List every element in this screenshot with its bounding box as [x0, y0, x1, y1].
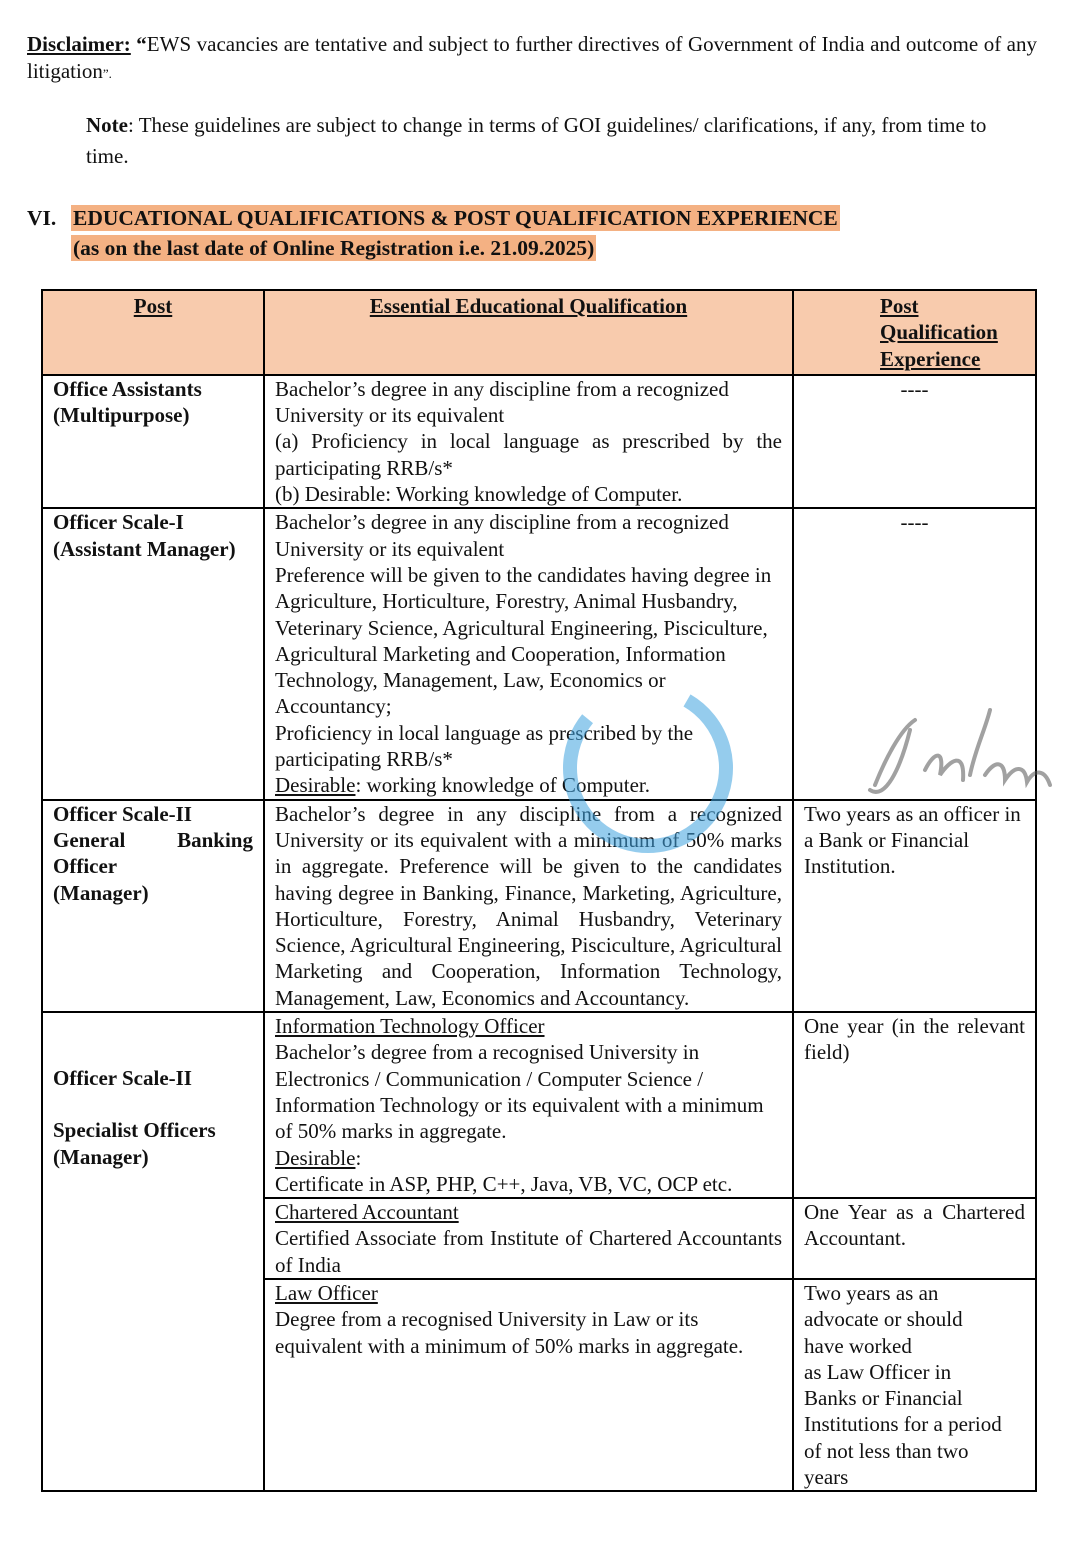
exp-it-officer: One year (in the relevant field): [793, 1012, 1036, 1198]
disclaimer: [27, 31, 1037, 87]
close-quote: ”.: [102, 66, 112, 81]
post-officer-scale-1: Officer Scale-I (Assistant Manager): [42, 508, 264, 799]
table-row: [42, 800, 1036, 1012]
note-text: : These guidelines are subject to change in terms of GOI guidelines/ clarifications, if any, from time to time.: [86, 113, 987, 168]
table-row: [42, 375, 1036, 508]
edu-officer-scale-2-gbo: Bachelor’s degree in any discipline from a recognized University or its equivalent with a minimum of 50% marks in aggregate. Preference will be given to the candidates having degree in Banking, Finance, Marketing, Agriculture, Horticulture, Forestry, Animal Husbandry, Veterinary Science, Agricultural Engineering, Pisciculture, Agricultural Marketing and Cooperation, Information Technology, Management, Law, Economics and Accountancy.: [264, 800, 793, 1012]
exp-chartered-accountant: One Year as a Chartered Accountant.: [793, 1198, 1036, 1279]
exp-office-assistant: ----: [793, 375, 1036, 508]
edu-it-officer: Information Technology Officer Bachelor’s degree from a recognised University in Electronics / Communication / Computer Science / Information Technology or its equivalent with a minimum of 50% marks in aggregate. Desirable: Certificate in ASP, PHP, C++, Java, VB, VC, OCP etc.: [264, 1012, 793, 1198]
open-quote: “: [136, 32, 147, 56]
post-officer-scale-2-gbo: Officer Scale-II General Banking Officer (Manager): [42, 800, 264, 1012]
exp-officer-scale-2-gbo: Two years as an officer in a Bank or Financial Institution.: [793, 800, 1036, 1012]
exp-officer-scale-1: ----: [793, 508, 1036, 799]
note-label: Note: [86, 113, 128, 137]
header-post: Post: [42, 290, 264, 375]
qualification-table: [41, 289, 1037, 1492]
table-header-row: [42, 290, 1036, 375]
post-officer-scale-2-specialist: Officer Scale-II Specialist Officers (Manager): [42, 1012, 264, 1491]
disclaimer-text: EWS vacancies are tentative and subject to further directives of Government of India and outcome of any litigation: [27, 32, 1038, 83]
table-row: [42, 1012, 1036, 1198]
exp-law-officer: Two years as an advocate or should have worked as Law Officer in Banks or Financial Institutions for a period of not less than two years: [793, 1279, 1036, 1491]
post-office-assistant: Office Assistants (Multipurpose): [42, 375, 264, 508]
edu-chartered-accountant: Chartered Accountant Certified Associate from Institute of Chartered Accountants of India: [264, 1198, 793, 1279]
section-title: EDUCATIONAL QUALIFICATIONS & POST QUALIFICATION EXPERIENCE: [73, 206, 838, 230]
disclaimer-label: Disclaimer:: [27, 32, 131, 56]
header-education: Essential Educational Qualification: [264, 290, 793, 375]
section-number: VI.: [27, 206, 57, 230]
section-heading: [27, 203, 1057, 263]
edu-officer-scale-1: Bachelor’s degree in any discipline from a recognized University or its equivalent Preference will be given to the candidates having degree in Agriculture, Horticulture, Forestry, Animal Husbandry, Veterinary Science, Agricultural Engineering, Pisciculture, Agricultural Marketing and Cooperation, Information Technology, Management, Law, Economics or Accountancy; Proficiency in local language as prescribed by the participating RRB/s* Desirable: working knowledge of Computer.: [264, 508, 793, 799]
section-subtitle: (as on the last date of Online Registration i.e. 21.09.2025): [73, 236, 595, 260]
edu-office-assistant: Bachelor’s degree in any discipline from a recognized University or its equivalent (a) Proficiency in local language as prescribed by the participating RRB/s* (b) Desirable: Working knowledge of Computer.: [264, 375, 793, 508]
table-row: [42, 508, 1036, 799]
header-experience: Post Qualification Experience: [793, 290, 1036, 375]
edu-law-officer: Law Officer Degree from a recognised University in Law or its equivalent with a minimum of 50% marks in aggregate.: [264, 1279, 793, 1491]
note: [86, 110, 1016, 172]
